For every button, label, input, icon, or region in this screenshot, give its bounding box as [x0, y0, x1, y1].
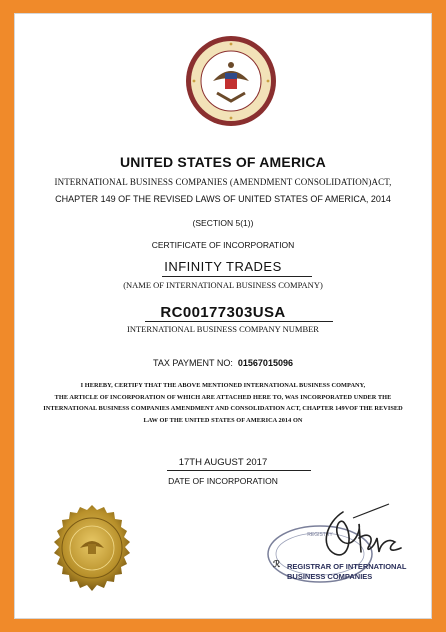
presidential-seal-icon [185, 35, 277, 127]
section-reference: (SECTION 5(1)) [192, 218, 254, 228]
company-name-caption: (NAME OF INTERNATIONAL BUSINESS COMPANY) [123, 280, 323, 290]
company-number-rule [145, 321, 333, 322]
gold-seal-icon [48, 504, 136, 592]
certification-statement [15, 380, 431, 426]
svg-text:REGISTRY: REGISTRY [307, 532, 333, 538]
date-rule [167, 470, 311, 471]
statement-line-1: I HEREBY, CERTIFY THAT THE ABOVE MENTIONED INTERNATIONAL BUSINESS COMPANY, [80, 382, 366, 389]
certificate-title: CERTIFICATE OF INCORPORATION [151, 240, 295, 250]
registrar-title-line-1: REGISTRAR OF INTERNATIONAL [287, 562, 407, 571]
country-heading: UNITED STATES OF AMERICA [120, 154, 326, 170]
act-line-2: CHAPTER 149 OF THE REVISED LAWS OF UNITED STATES OF AMERICA, 2014 [55, 194, 391, 204]
registrar-title-line-2: BUSINESS COMPANIES [287, 572, 373, 581]
act-line-1: INTERNATIONAL BUSINESS COMPANIES (AMENDMENT CONSOLIDATION)ACT, [54, 177, 392, 187]
statement-line-3: INTERNATIONAL BUSINESS COMPANIES AMENDMENT AND CONSOLIDATION ACT, CHAPTER 149VOF THE REVISED [43, 405, 403, 413]
certificate-sheet [14, 13, 432, 619]
company-name-rule [162, 276, 312, 277]
statement-line-2: THE ARTICLE OF INCORPORATION OF WHICH ARE ATTACHED HERE TO, WAS INCORPORATED UNDER THE [54, 393, 392, 401]
tax-label: TAX PAYMENT NO: [153, 358, 233, 368]
company-name: INFINITY TRADES [164, 259, 282, 274]
tax-number: 01567015096 [237, 358, 293, 368]
tax-payment [15, 358, 431, 368]
statement-line-4: LAW OF THE UNITED STATES OF AMERICA 2014 ON [143, 416, 303, 424]
company-number: RC00177303USA [160, 304, 286, 321]
registrar-mark: ℛ [273, 559, 281, 569]
company-number-caption: INTERNATIONAL BUSINESS COMPANY NUMBER [127, 324, 319, 334]
incorporation-date: 17TH AUGUST 2017 [178, 457, 268, 468]
incorporation-date-caption: DATE OF INCORPORATION [168, 476, 278, 486]
